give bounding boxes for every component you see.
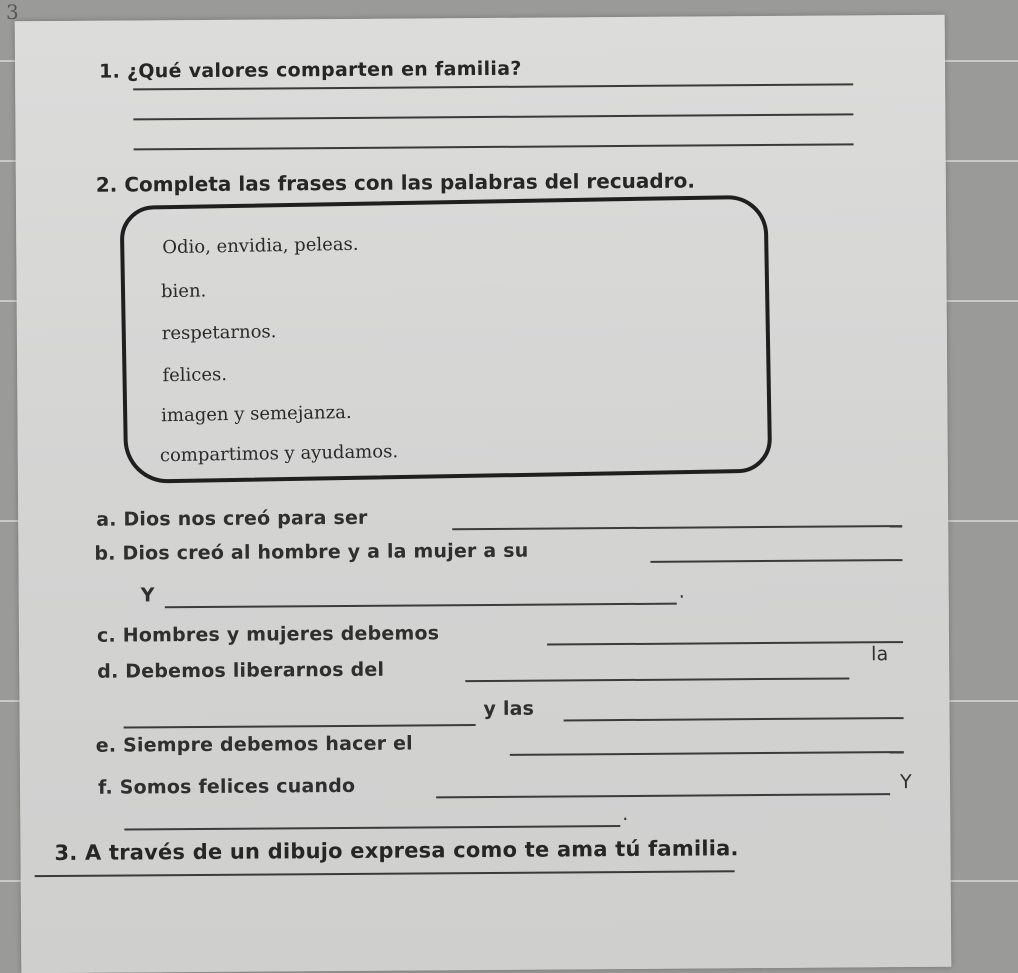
- item-f-blank[interactable]: [436, 793, 890, 798]
- item-d-text: d. Debemos liberarnos del: [97, 658, 385, 683]
- question-3: 3. A través de un dibujo expresa como te ama tú familia.: [54, 836, 739, 865]
- word-bank-item: respetarnos.: [161, 321, 277, 345]
- item-f-blank-2[interactable]: [124, 825, 620, 830]
- item-d-blank-2[interactable]: [124, 724, 476, 728]
- period: .: [678, 580, 685, 603]
- page-corner-number: 3: [6, 0, 19, 24]
- word-bank-box: [120, 195, 773, 484]
- item-a-blank[interactable]: [452, 525, 902, 530]
- item-c-text: c. Hombres y mujeres debemos: [96, 622, 440, 647]
- worksheet: [15, 15, 952, 973]
- item-b-y: Y: [140, 584, 155, 607]
- item-f-text: f. Somos felices cuando: [97, 774, 356, 799]
- item-b-text: b. Dios creó al hombre y a la mujer a su: [94, 539, 529, 565]
- word-bank-item: imagen y semejanza.: [161, 401, 352, 427]
- question-2: 2. Completa las frases con las palabras del recuadro.: [95, 168, 695, 197]
- item-d-blank[interactable]: [465, 677, 849, 682]
- item-e-text: e. Siempre debemos hacer el: [95, 732, 413, 757]
- item-b-blank-2[interactable]: [165, 603, 677, 609]
- answer-line[interactable]: [133, 113, 853, 120]
- word-bank-item: felices.: [162, 364, 228, 387]
- item-d-blank-3[interactable]: [564, 717, 904, 721]
- section-rule: [35, 870, 735, 877]
- answer-line[interactable]: [134, 143, 854, 150]
- period: .: [622, 802, 629, 826]
- answer-line[interactable]: [133, 83, 853, 90]
- item-a-text: a. Dios nos creó para ser: [96, 506, 368, 531]
- item-e-blank[interactable]: [510, 751, 904, 756]
- item-f-y: Y: [899, 771, 912, 794]
- word-bank-item: compartimos y ayudamos.: [159, 441, 399, 467]
- word-bank-item: Odio, envidia, peleas.: [162, 233, 359, 259]
- word-bank-item: bien.: [160, 280, 207, 303]
- question-1: 1. ¿Qué valores comparten en familia?: [98, 57, 522, 83]
- item-d-la: la: [871, 643, 889, 666]
- item-d-y-las: y las: [483, 697, 535, 721]
- item-c-blank[interactable]: [547, 641, 903, 645]
- item-b-blank[interactable]: [650, 559, 902, 563]
